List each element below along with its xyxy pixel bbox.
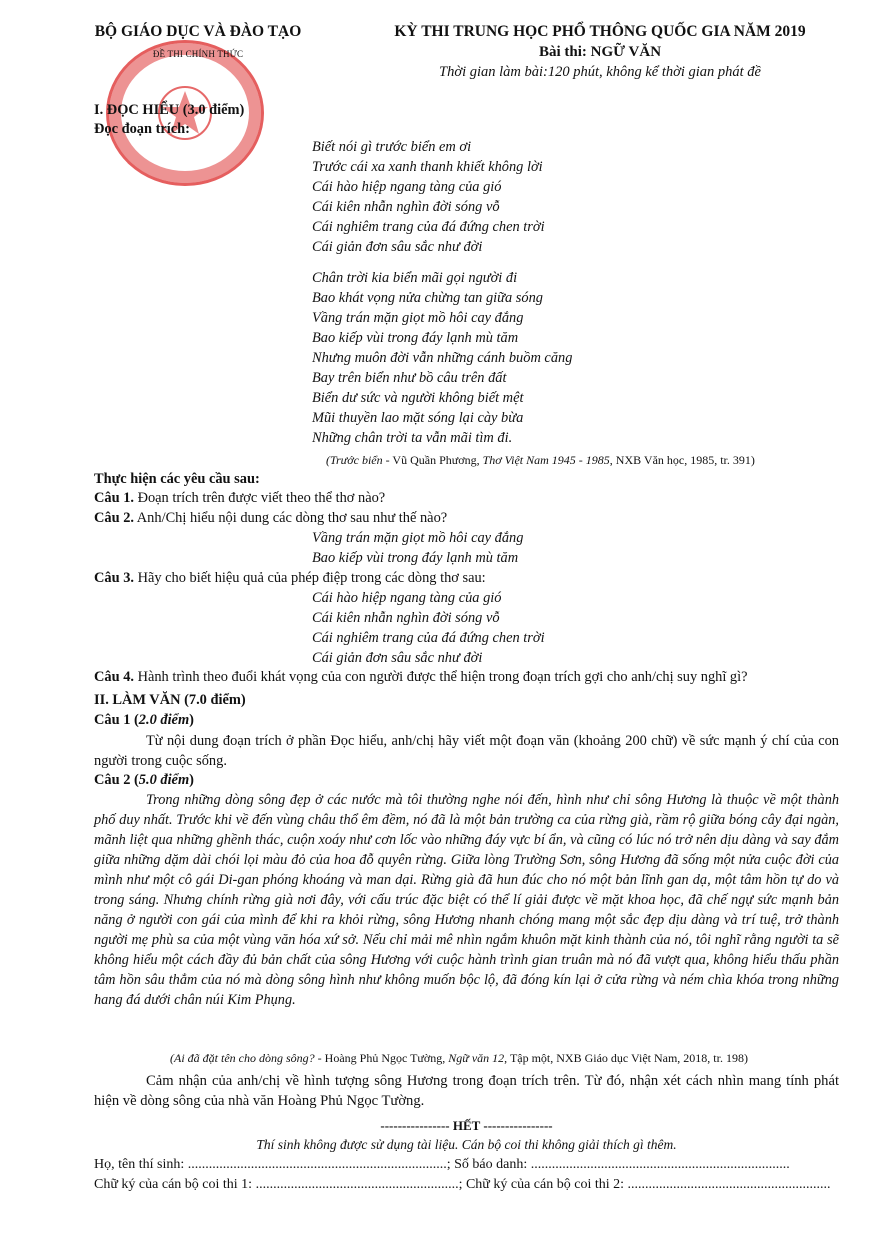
exam-note: Thí sinh không được sử dụng tài liệu. Cán bộ coi thi không giải thích gì thêm. xyxy=(256,1137,677,1152)
poem-line: Cái hào hiệp ngang tàng của gió xyxy=(312,179,502,195)
name-label: Họ, tên thí sinh: xyxy=(94,1157,188,1172)
q2-poem-lines xyxy=(312,528,523,568)
c2-passage: Trong những dòng sông đẹp ở các nước mà tôi thường nghe nói đến, hình như chỉ sông Hương là thuộc về một thành phố duy nhất. Trước khi về đến vùng châu thổ êm đềm, nó đã là một bản trường ca của rừng già, rầm rộ giữa bóng cây đại ngàn, mãnh liệt qua những ghềnh thác, cuộn xoáy như cơn lốc vào những đáy vực bí ẩn, và cũng có lúc nó trở nên dịu dàng và say đắm giữa những dặm dài chói lọi màu đỏ của hoa đỗ quyên rừng. Giữa lòng Trường Sơn, sông Hương đã sống một nửa cuộc đời của mình như một cô gái Di-gan phóng khoáng và man dại. Rừng già đã hun đúc cho nó một bản lĩnh gan dạ, một tâm hồn tự do và trong sáng. Nhưng chính rừng già nơi đây, với cấu trúc đặc biệt có thể lí giải được về mặt khoa học, đã chế ngự sức mạnh bản năng ở người con gái của mình để khi ra khỏi rừng, sông Hương nhanh chóng mang một sắc đẹp dịu dàng và trí tuệ, trở thành người mẹ phù sa của một vùng văn hóa xứ sở. Nếu chỉ mải mê nhìn ngắm khuôn mặt kinh thành của nó, tôi nghĩ rằng người ta sẽ không hiểu một cách đầy đủ bản chất của sông Hương với cuộc hành trình gian truân mà nó đã vượt qua, không hiểu thấu phần tâm hồn sâu thẳm của nó mà dòng sông hình như không muốn bộc lộ, đã đóng kín lại ở cửa rừng và ném chìa khóa trong những hang đá dưới chân núi Kim Phụng. xyxy=(94,792,839,1008)
poem-line: Những chân trời ta vẫn mãi tìm đi. xyxy=(312,430,513,446)
sig2-field[interactable]: .......................................................... xyxy=(627,1177,831,1192)
q3-text: Hãy cho biết hiệu quả của phép điệp trong các dòng thơ sau: xyxy=(133,570,486,586)
c2-source-title: (Ai đã đặt tên cho dòng sông? xyxy=(170,1051,315,1065)
poem-line: Vầng trán mặn giọt mồ hôi cay đắng xyxy=(312,310,524,326)
exam-title: KỲ THI TRUNG HỌC PHỔ THÔNG QUỐC GIA NĂM 2019 xyxy=(394,23,806,40)
c2-source xyxy=(170,1048,748,1068)
poem-line: Cái giản đơn sâu sắc như đời xyxy=(312,239,483,255)
poem-source xyxy=(326,450,755,470)
poem-line: Vầng trán mặn giọt mồ hôi cay đắng xyxy=(312,530,524,546)
id-label: ; Số báo danh: xyxy=(446,1157,531,1172)
id-field[interactable]: .......................................................................... xyxy=(530,1157,790,1172)
poem-line: Cái kiên nhẫn nghìn đời sóng vỗ xyxy=(312,610,500,626)
source-title: (Trước biển xyxy=(326,453,383,467)
c2-heading xyxy=(94,770,194,790)
q2-label: Câu 2. xyxy=(94,510,134,526)
poem-line: Cái nghiêm trang của đá đứng chen trời xyxy=(312,219,545,235)
q4-text: Hành trình theo đuổi khát vọng của con người được thể hiện trong đoạn trích gợi cho anh/chị suy nghĩ gì? xyxy=(133,669,748,685)
q1-label: Câu 1. xyxy=(94,490,134,506)
end-marker: ---------------- HẾT ---------------- xyxy=(380,1118,553,1133)
question-3 xyxy=(94,568,486,588)
c2-source-author: - Hoàng Phủ Ngọc Tường, xyxy=(314,1051,449,1065)
name-field[interactable]: .......................................................................... xyxy=(187,1157,447,1172)
q4-label: Câu 4. xyxy=(94,669,134,685)
question-4 xyxy=(94,667,748,687)
c1-label: Câu 1 ( xyxy=(94,712,139,728)
poem-line: Biết nói gì trước biển em ơi xyxy=(312,139,472,155)
poem-line: Cái giản đơn sâu sắc như đời xyxy=(312,650,483,666)
question-1 xyxy=(94,488,385,508)
poem-line: Bay trên biển như bồ câu trên đất xyxy=(312,370,507,386)
q2-text: Anh/Chị hiểu nội dung các dòng thơ sau như thế nào? xyxy=(133,510,448,526)
sig1-label: Chữ ký của cán bộ coi thi 1: xyxy=(94,1177,256,1192)
time-note: Thời gian làm bài:120 phút, không kể thời gian phát đề xyxy=(439,64,761,80)
poem-line: Chân trời kia biển mãi gọi người đi xyxy=(312,270,518,286)
c2-source-rest: , Tập một, NXB Giáo dục Việt Nam, 2018, tr. 198) xyxy=(504,1051,748,1065)
part1-title: I. ĐỌC HIỂU (3.0 điểm) xyxy=(94,102,245,118)
q3-label: Câu 3. xyxy=(94,570,134,586)
official-label: ĐỀ THI CHÍNH THỨC xyxy=(152,49,244,59)
source-rest: , NXB Văn học, 1985, tr. 391) xyxy=(609,453,755,467)
header-right xyxy=(350,22,850,82)
poem-line: Bao kiếp vùi trong đáy lạnh mù tăm xyxy=(312,550,519,566)
poem-line: Nhưng muôn đời vẫn những cánh buồm căng xyxy=(312,350,573,366)
source-book: Thơ Việt Nam 1945 - 1985 xyxy=(482,453,610,467)
candidate-info-line xyxy=(94,1155,790,1175)
sig2-label: ; Chữ ký của cán bộ coi thi 2: xyxy=(458,1177,628,1192)
poem-line: Mũi thuyền lao mặt sóng lại cày bừa xyxy=(312,410,524,426)
c2-source-book: Ngữ văn 12 xyxy=(448,1051,505,1065)
sig1-field[interactable]: .......................................................... xyxy=(255,1177,459,1192)
question-2 xyxy=(94,508,447,528)
signature-line xyxy=(94,1175,831,1195)
c2-label: Câu 2 ( xyxy=(94,772,139,788)
c1-text: Từ nội dung đoạn trích ở phần Đọc hiểu, anh/chị hãy viết một đoạn văn (khoảng 200 chữ) về sức mạnh ý chí của con người trong cuộc sống. xyxy=(94,733,839,769)
poem-stanza-1 xyxy=(312,137,545,257)
poem-line: Cái kiên nhẫn nghìn đời sóng vỗ xyxy=(312,199,500,215)
q3-poem-lines xyxy=(312,588,545,668)
poem-stanza-2 xyxy=(312,268,572,448)
exam-subject: Bài thi: NGỮ VĂN xyxy=(538,44,662,60)
poem-line: Bao kiếp vùi trong đáy lạnh mù tăm xyxy=(312,330,519,346)
source-author: - Vũ Quần Phương, xyxy=(382,453,483,467)
poem-line: Trước cái xa xanh thanh khiết không lời xyxy=(312,159,543,175)
ministry-name: BỘ GIÁO DỤC VÀ ĐÀO TẠO xyxy=(94,23,302,40)
poem-line: Biển dư sức và người không biết mệt xyxy=(312,390,524,406)
c2-close: ) xyxy=(189,772,194,788)
tasks-title: Thực hiện các yêu cầu sau: xyxy=(94,471,260,487)
part1-intro: Đọc đoạn trích: xyxy=(94,121,190,137)
part2-title: II. LÀM VĂN (7.0 điểm) xyxy=(94,692,246,708)
poem-line: Bao khát vọng nửa chừng tan giữa sóng xyxy=(312,290,543,306)
poem-line: Cái hào hiệp ngang tàng của gió xyxy=(312,590,502,606)
c1-points: 2.0 điểm xyxy=(138,712,190,728)
c2-points: 5.0 điểm xyxy=(138,772,190,788)
header-left xyxy=(78,22,318,64)
poem-line: Cái nghiêm trang của đá đứng chen trời xyxy=(312,630,545,646)
c1-heading xyxy=(94,710,194,730)
q1-text: Đoạn trích trên được viết theo thể thơ nào? xyxy=(133,490,386,506)
c2-task: Cảm nhận của anh/chị về hình tượng sông Hương trong đoạn trích trên. Từ đó, nhận xét cách nhìn mang tính phát hiện về dòng sông của nhà văn Hoàng Phủ Ngọc Tường. xyxy=(94,1073,839,1109)
c1-close: ) xyxy=(189,712,194,728)
